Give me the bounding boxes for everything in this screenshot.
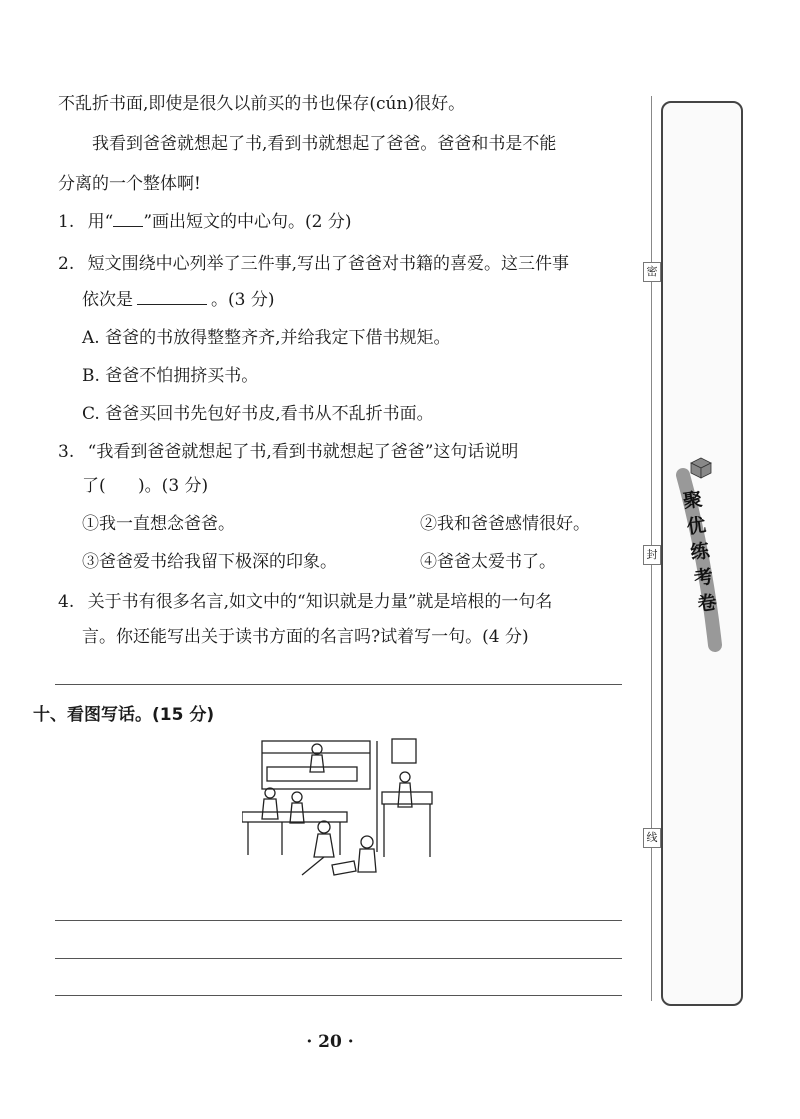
question-text: 。(3 分) bbox=[211, 290, 275, 310]
option-3: ③爸爸爱书给我留下极深的印象。 bbox=[82, 552, 337, 572]
question-number: 2. bbox=[58, 254, 75, 274]
answer-blank[interactable] bbox=[113, 226, 143, 227]
seal-label: 密 bbox=[643, 262, 661, 282]
option-1: ①我一直想念爸爸。 bbox=[82, 514, 235, 534]
question-number: 1. bbox=[58, 212, 75, 232]
passage-line: 分离的一个整体啊! bbox=[58, 174, 201, 194]
option-b: B. 爸爸不怕拥挤买书。 bbox=[82, 366, 259, 386]
question-text: “我看到爸爸就想起了书,看到书就想起了爸爸”这句话说明 bbox=[87, 442, 519, 462]
question-text: 用“ bbox=[87, 212, 114, 232]
passage-line: 不乱折书面,即使是很久以前买的书也保存(cún)很好。 bbox=[58, 94, 466, 114]
option-2: ②我和爸爸感情很好。 bbox=[420, 514, 590, 534]
question-number: 4. bbox=[58, 592, 75, 612]
passage-line: 我看到爸爸就想起了书,看到书就想起了爸爸。爸爸和书是不能 bbox=[92, 134, 557, 154]
question-4-line2: 言。你还能写出关于读书方面的名言吗?试着写一句。(4 分) bbox=[82, 627, 529, 647]
answer-blank[interactable] bbox=[137, 304, 207, 305]
option-a: A. 爸爸的书放得整整齐齐,并给我定下借书规矩。 bbox=[82, 328, 451, 348]
answer-line[interactable] bbox=[55, 684, 622, 685]
seal-label: 线 bbox=[643, 828, 661, 848]
question-4 bbox=[58, 590, 552, 614]
option-c: C. 爸爸买回书先包好书皮,看书从不乱折书面。 bbox=[82, 404, 434, 424]
question-2 bbox=[58, 252, 569, 276]
option-4: ④爸爸太爱书了。 bbox=[420, 552, 556, 572]
banner-text: 聚优练考卷 bbox=[681, 488, 719, 616]
classroom-illustration bbox=[242, 737, 434, 880]
question-text: 短文围绕中心列举了三件事,写出了爸爸对书籍的喜爱。这三件事 bbox=[87, 254, 570, 274]
question-3-line2: 了( )。(3 分) bbox=[82, 476, 209, 496]
brand-banner bbox=[675, 455, 725, 655]
question-text: 依次是 bbox=[82, 290, 133, 310]
question-number: 3. bbox=[58, 442, 75, 462]
seal-label: 封 bbox=[643, 545, 661, 565]
writing-line[interactable] bbox=[55, 920, 622, 921]
question-2-line2 bbox=[82, 288, 274, 312]
question-text: ”画出短文的中心句。(2 分) bbox=[143, 212, 352, 232]
writing-line[interactable] bbox=[55, 995, 622, 996]
question-1 bbox=[58, 210, 352, 234]
page-number: · 20 · bbox=[306, 1032, 354, 1052]
section-title: 十、看图写话。(15 分) bbox=[33, 705, 215, 725]
writing-line[interactable] bbox=[55, 958, 622, 959]
question-text: 关于书有很多名言,如文中的“知识就是力量”就是培根的一句名 bbox=[87, 592, 553, 612]
question-3 bbox=[58, 440, 518, 464]
